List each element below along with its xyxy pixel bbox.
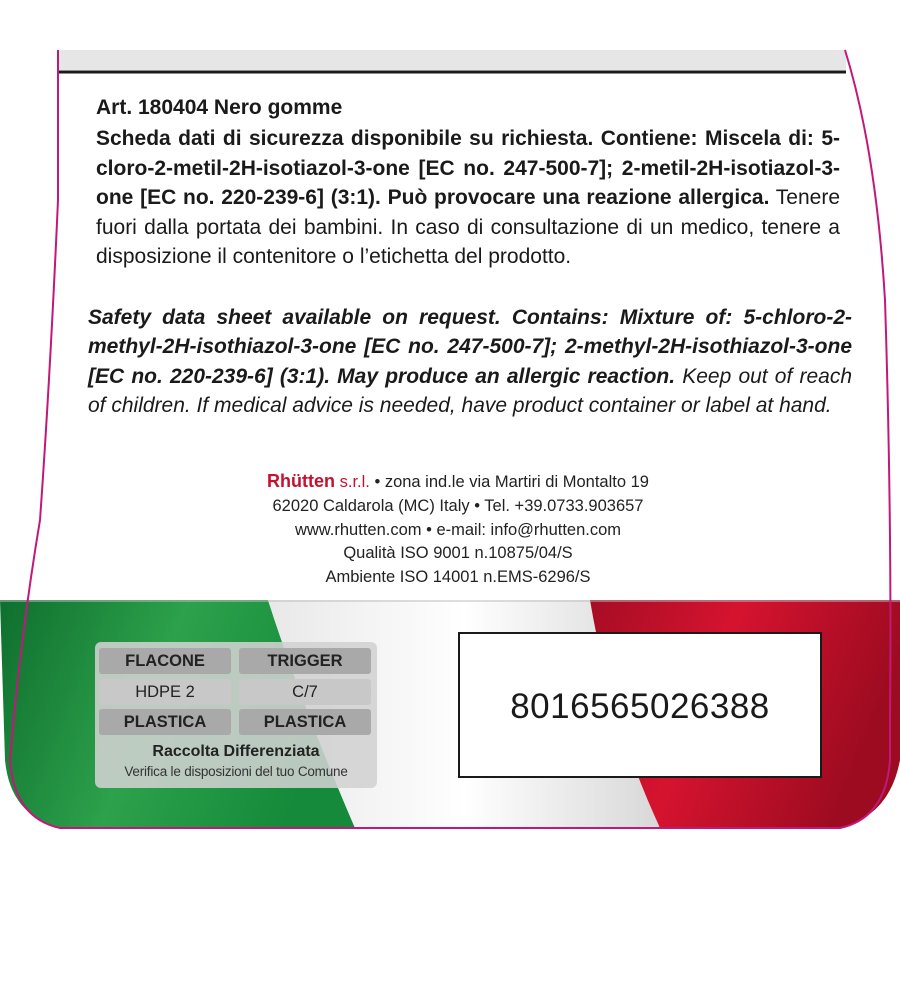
barcode-number: 8016565026388 <box>510 687 770 726</box>
italian-bold-text: Scheda dati di sicurezza disponibile su richiesta. Contiene: Miscela di: 5-cloro-2-metil-2H-isotiazol-3-one [EC no. 247-500-7]; 2-metil-2H-isotiazol-3-one [EC no. 220-239-6] (3:1). Può provocare una reazione allergica. <box>96 127 840 210</box>
trigger-header: TRIGGER <box>239 648 371 674</box>
flacone-header: FLACONE <box>99 648 231 674</box>
top-band <box>58 50 846 70</box>
italian-section <box>96 93 840 271</box>
article-title: Art. 180404 Nero gomme <box>96 96 343 119</box>
brand-suffix: s.r.l. <box>339 473 370 491</box>
brand-name: Rhütten <box>267 471 336 491</box>
trigger-type: PLASTICA <box>239 709 371 735</box>
trigger-material: C/7 <box>239 679 371 705</box>
english-bold-text: Safety data sheet available on request. Contains: Mixture of: 5-chloro-2-methyl-2H-isothiazol-3-one [EC no. 247-500-7]; 2-methyl-2H-isothiazol-3-one [EC no. 220-239-6] (3:1). May produce an allergic reaction. <box>88 306 852 388</box>
raccolta-subtitle: Verifica le disposizioni del tuo Comune <box>124 764 348 779</box>
company-line-1 <box>0 470 900 495</box>
address-line-2: 62020 Caldarola (MC) Italy • Tel. +39.0733.903657 <box>272 496 644 515</box>
flacone-material: HDPE 2 <box>99 679 231 705</box>
recycling-box <box>95 642 377 788</box>
address-line-1: • zona ind.le via Martiri di Montalto 19 <box>369 473 649 491</box>
raccolta-title: Raccolta Differenziata <box>152 743 320 760</box>
iso-quality: Qualità ISO 9001 n.10875/04/S <box>343 544 573 563</box>
flacone-type: PLASTICA <box>99 709 231 735</box>
company-info <box>0 470 900 590</box>
italian-regular-text: Tenere fuori dalla portata dei bambini. In caso di consultazione di un medico, tenere a disposizione il contenitore o l’etichetta del prodotto. <box>96 186 840 269</box>
english-paragraph <box>88 303 852 421</box>
english-regular-text: Keep out of reach of children. If medical advice is needed, have product container or label at hand. <box>88 364 852 418</box>
barcode-box <box>458 632 822 778</box>
iso-environment: Ambiente ISO 14001 n.EMS-6296/S <box>325 568 591 587</box>
web-email-line: www.rhutten.com • e-mail: info@rhutten.com <box>294 520 622 539</box>
italian-paragraph <box>96 124 840 271</box>
